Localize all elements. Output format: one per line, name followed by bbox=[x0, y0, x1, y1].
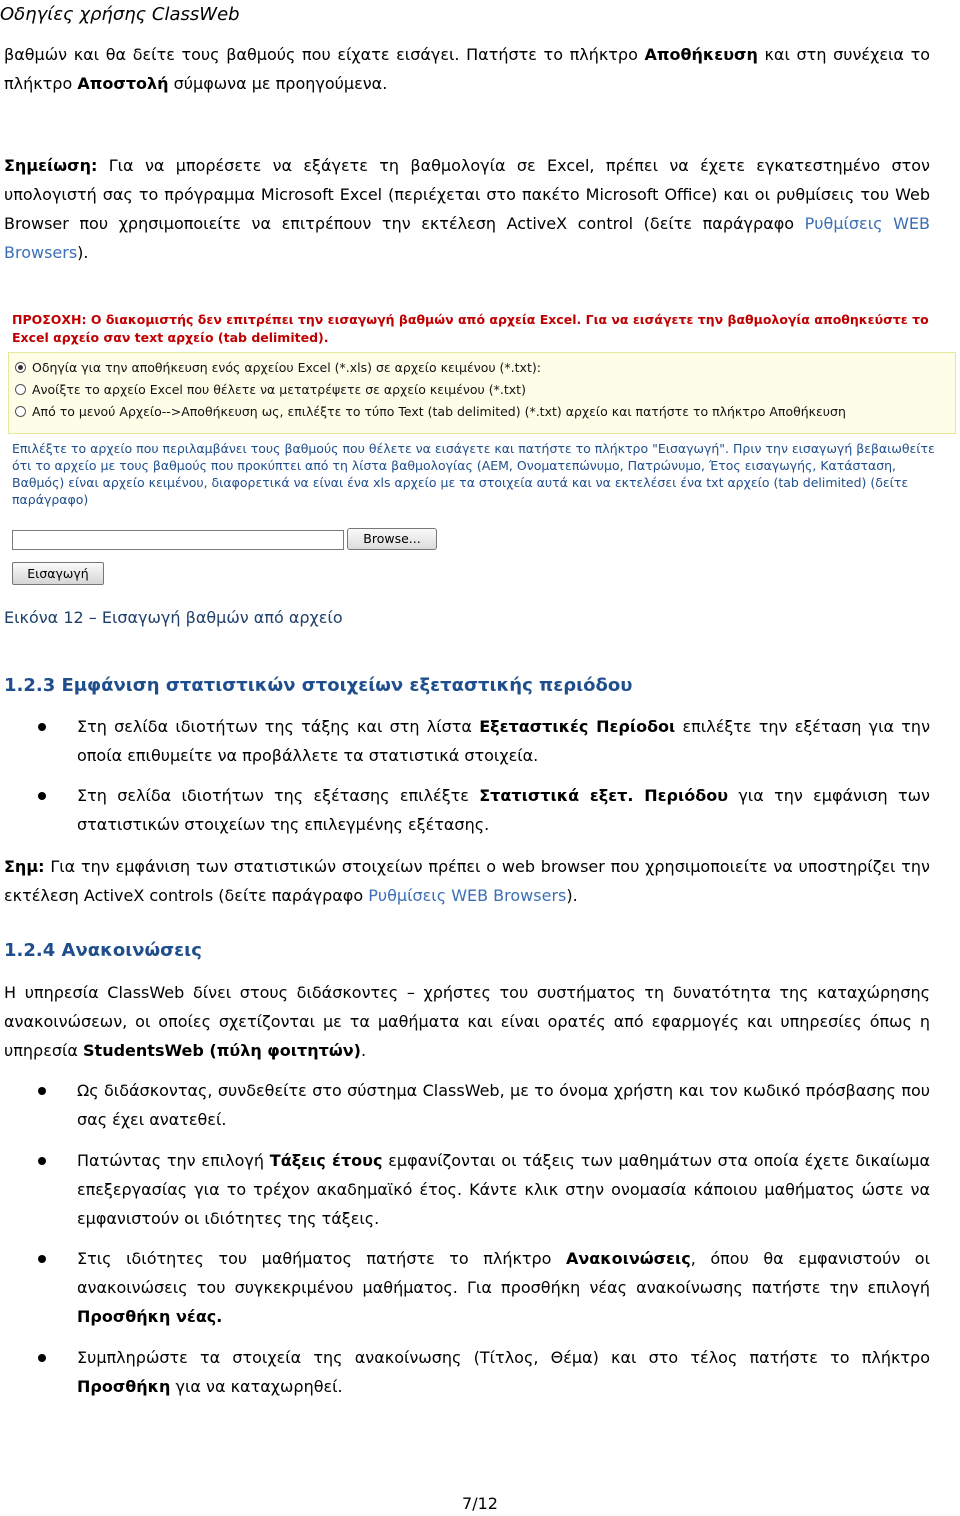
option-row[interactable] bbox=[15, 359, 541, 377]
studentsweb-keyword: StudentsWeb (πύλη φοιτητών) bbox=[83, 1041, 361, 1060]
intro-text: Η υπηρεσία ClassWeb δίνει στους διδάσκοντες – χρήστες του συστήματος τη δυνατότητα της καταχώρησης ανακοινώσεων, οι οποίες σχετίζονται με τα μαθήματα και είναι ορατές από εφαρμογές και υπηρεσίες όπως η υπηρεσία bbox=[4, 983, 930, 1060]
add-keyword: Προσθήκη bbox=[77, 1377, 171, 1396]
radio-icon[interactable] bbox=[15, 384, 26, 395]
bullet-icon bbox=[38, 1354, 46, 1362]
note-label: Σημείωση: bbox=[4, 156, 98, 175]
intro-text: . bbox=[360, 1041, 367, 1060]
bullet-icon bbox=[38, 1087, 46, 1095]
announcements-intro bbox=[4, 978, 930, 1065]
item-text: Πατώντας την επιλογή bbox=[77, 1151, 270, 1170]
option-label: Οδηγία για την αποθήκευση ενός αρχείου Excel (*.xls) σε αρχείο κειμένου (*.txt): bbox=[32, 360, 541, 375]
section-1-2-3-title: 1.2.3 Εμφάνιση στατιστικών στοιχείων εξεταστικής περιόδου bbox=[4, 675, 633, 696]
item-text: Στη σελίδα ιδιοτήτων της εξέτασης επιλέξτε bbox=[77, 786, 480, 805]
warning-message: ΠΡΟΣΟΧΗ: Ο διακομιστής δεν επιτρέπει την εισαγωγή βαθμών από αρχεία Excel. Για να εισάγετε την βαθμολογία αποθηκεύστε το Excel αρχείο σαν text αρχείο (tab delimited). bbox=[12, 312, 929, 345]
send-keyword: Αποστολή bbox=[77, 74, 169, 93]
section-1-2-4-title: 1.2.4 Ανακοινώσεις bbox=[4, 940, 202, 961]
list-item bbox=[77, 1244, 930, 1331]
activex-note-paragraph bbox=[4, 852, 930, 910]
figure-caption: Εικόνα 12 – Εισαγωγή βαθμών από αρχείο bbox=[4, 608, 343, 627]
bullet-icon bbox=[38, 723, 46, 731]
option-label: Ανοίξτε το αρχείο Excel που θέλετε να μετατρέψετε σε αρχείο κειμένου (*.txt) bbox=[32, 382, 526, 397]
browser-settings-link[interactable]: Ρυθμίσεις WEB Browsers bbox=[368, 886, 567, 905]
browser-settings-link[interactable]: Ρυθμίσεις WEB Browsers bbox=[4, 214, 931, 262]
note-text: Για να μπορέσετε να εξάγετε τη βαθμολογία σε Excel, πρέπει να έχετε εγκατεστημένο στον υπολογιστή σας το πρόγραμμα Microsoft Excel (περιέχεται στο πακέτο Microsoft Office) και οι ρυθμίσεις του Web Browser που χρησιμοποιείτε να επιτρέπουν την εκτέλεση ActiveX control (δείτε παράγραφο bbox=[4, 156, 930, 233]
intro-text: και στη συνέχεια το πλήκτρο bbox=[4, 45, 930, 93]
radio-icon[interactable] bbox=[15, 362, 26, 373]
note-text: ). bbox=[77, 243, 89, 262]
instructions-box bbox=[8, 352, 956, 434]
list-item: Ως διδάσκοντας, συνδεθείτε στο σύστημα ClassWeb, με το όνομα χρήστη και τον κωδικό πρόσβασης που σας έχει ανατεθεί. bbox=[77, 1081, 930, 1129]
option-row[interactable] bbox=[15, 403, 846, 421]
figure-import-screenshot bbox=[4, 305, 954, 590]
item-text: εμφανίζονται οι τάξεις των μαθημάτων στα οποία έχετε δικαίωμα επεξεργασίας για το τρέχον ακαδημαϊκό έτος. Κάντε κλικ στην ονομασία κάποιου μαθήματος ώστε να εμφανιστούν οι ιδιότητες της τάξεις. bbox=[77, 1151, 931, 1228]
announcements-keyword: Ανακοινώσεις bbox=[566, 1249, 691, 1268]
import-button[interactable]: Εισαγωγή bbox=[12, 562, 104, 585]
option-label: Από το μενού Αρχείο-->Αποθήκευση ως, επιλέξτε το τύπο Text (tab delimited) (*.txt) αρχείο και πατήστε το πλήκτρο Αποθήκευση bbox=[32, 404, 846, 419]
file-path-input[interactable] bbox=[12, 530, 344, 550]
document-header: Οδηγίες χρήσης ClassWeb bbox=[0, 4, 240, 25]
item-text: για την εμφάνιση των στατιστικών στοιχείων της επιλεγμένης εξέτασης. bbox=[77, 786, 930, 834]
note-text: Για την εμφάνιση των στατιστικών στοιχείων πρέπει ο web browser που χρησιμοποιείτε να υποστηρίζει την εκτέλεση ActiveX controls (δείτε παράγραφο bbox=[4, 857, 930, 905]
note-text: ). bbox=[566, 886, 578, 905]
item-text: Συμπληρώστε τα στοιχεία της ανακοίνωσης (Τίτλος, Θέμα) και στο τέλος πατήστε το πλήκτρο bbox=[77, 1348, 930, 1367]
intro-text: σύμφωνα με προηγούμενα. bbox=[168, 74, 388, 93]
item-text: επιλέξτε την εξέταση για την οποία επιθυμείτε να προβάλλετε τα στατιστικά στοιχεία. bbox=[77, 717, 931, 765]
add-new-keyword: Προσθήκη νέας. bbox=[77, 1307, 223, 1326]
exam-periods-keyword: Εξεταστικές Περίοδοι bbox=[479, 717, 676, 736]
excel-note-paragraph bbox=[4, 151, 930, 267]
intro-paragraph bbox=[4, 40, 930, 98]
browse-button[interactable]: Browse... bbox=[347, 528, 437, 550]
bullet-icon bbox=[38, 1157, 46, 1165]
save-keyword: Αποθήκευση bbox=[644, 45, 758, 64]
intro-text: βαθμών και θα δείτε τους βαθμούς που είχατε εισάγει. Πατήστε το πλήκτρο bbox=[4, 45, 645, 64]
note-label: Σημ: bbox=[4, 857, 45, 876]
page-number: 7/12 bbox=[462, 1494, 498, 1513]
bullet-icon bbox=[38, 792, 46, 800]
item-text: Στη σελίδα ιδιοτήτων της τάξης και στη λίστα bbox=[77, 717, 480, 736]
list-item bbox=[77, 712, 930, 770]
option-row[interactable] bbox=[15, 381, 526, 399]
bullet-icon bbox=[38, 1255, 46, 1263]
list-item bbox=[77, 781, 930, 839]
item-text: για να καταχωρηθεί. bbox=[170, 1377, 343, 1396]
import-instructions: Επιλέξτε το αρχείο που περιλαμβάνει τους βαθμούς που θέλετε να εισάγετε και πατήστε το πλήκτρο "Εισαγωγή". Πριν την εισαγωγή βεβαιωθείτε ότι το αρχείο με τους βαθμούς που προκύπτει από τη λίστα βαθμολογίας (ΑΕΜ, Ονοματεπώνυμο, Πατρώνυμο, Έτος εισαγωγής, Κατάσταση, Βαθμός) είναι αρχείο κειμένου, διαφορετικά να είναι ένα xls αρχείο με τα στοιχεία αυτά και να εκτελέσει ένα txt αρχείο (tab delimited) (δείτε παράγραφο) bbox=[12, 441, 935, 507]
statistics-keyword: Στατιστικά εξετ. Περιόδου bbox=[479, 786, 729, 805]
item-text: , όπου θα εμφανιστούν οι ανακοινώσεις του συγκεκριμένου μαθήματος. Για προσθήκη νέας ανακοίνωσης πατήστε την επιλογή bbox=[77, 1249, 930, 1297]
list-item bbox=[77, 1146, 930, 1233]
radio-icon[interactable] bbox=[15, 406, 26, 417]
item-text: Στις ιδιότητες του μαθήματος πατήστε το πλήκτρο bbox=[77, 1249, 566, 1268]
year-classes-keyword: Τάξεις έτους bbox=[269, 1151, 383, 1170]
list-item bbox=[77, 1343, 930, 1401]
